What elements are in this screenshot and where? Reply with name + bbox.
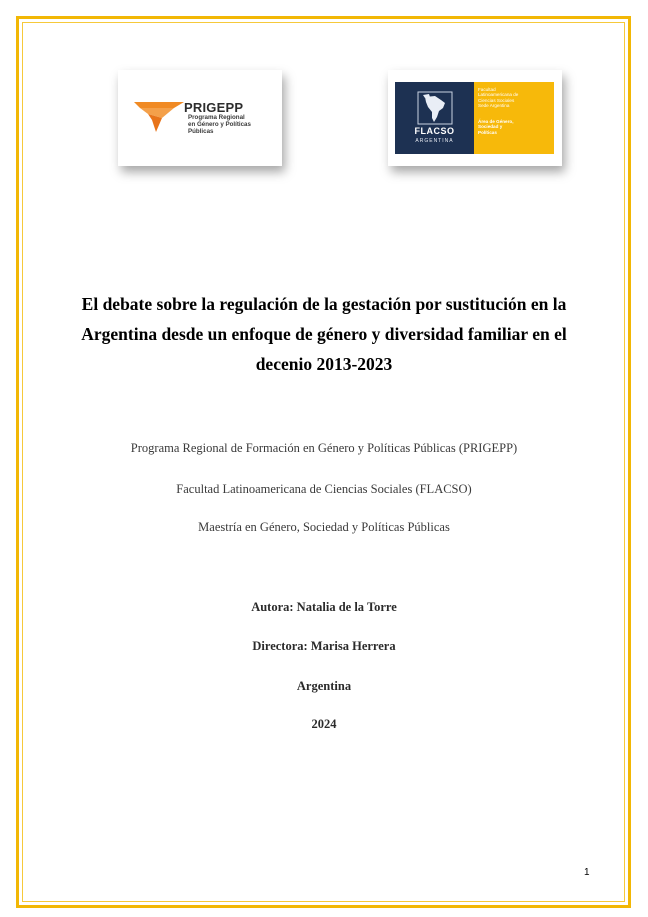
year-line: 2024 <box>311 717 337 731</box>
faculty-name: Facultad Latinoamericana de Ciencias Sociales (FLACSO) <box>176 482 472 496</box>
program-name: Programa Regional de Formación en Género y Políticas Públicas (PRIGEPP) <box>130 441 518 455</box>
title-line: El debate sobre la regulación de la gestación por sustitución en la <box>81 294 567 314</box>
title-line: decenio 2013-2023 <box>255 354 393 374</box>
prigepp-logo <box>118 70 282 166</box>
flacso-logo-area: Área de Género, Sociedad y Políticas <box>478 119 514 135</box>
document-title <box>60 289 588 379</box>
flacso-logo-navy-panel <box>395 82 474 154</box>
country-line: Argentina <box>296 679 352 693</box>
flacso-logo-yellow-panel <box>474 82 554 154</box>
title-line: Argentina desde un enfoque de género y diversidad familiar en el <box>81 324 567 344</box>
degree-name: Maestría en Género, Sociedad y Políticas Públicas <box>198 520 450 534</box>
prigepp-arrow-icon <box>134 98 186 134</box>
author-line: Autora: Natalia de la Torre <box>251 600 397 614</box>
flacso-logo-name: FLACSO <box>414 126 455 136</box>
page-number: 1 <box>584 867 590 878</box>
prigepp-logo-subtitle: Programa Regional en Género y Políticas Públicas <box>188 114 251 135</box>
prigepp-logo-name: PRIGEPP <box>184 100 244 115</box>
flacso-logo-faculty: Facultad Latinoamericana de Ciencias Sociales Sede Argentina <box>478 87 519 108</box>
director-line: Directora: Marisa Herrera <box>252 639 396 653</box>
flacso-logo-country: ARGENTINA <box>415 138 454 144</box>
latin-america-map-icon <box>417 91 453 125</box>
flacso-logo <box>388 70 562 166</box>
